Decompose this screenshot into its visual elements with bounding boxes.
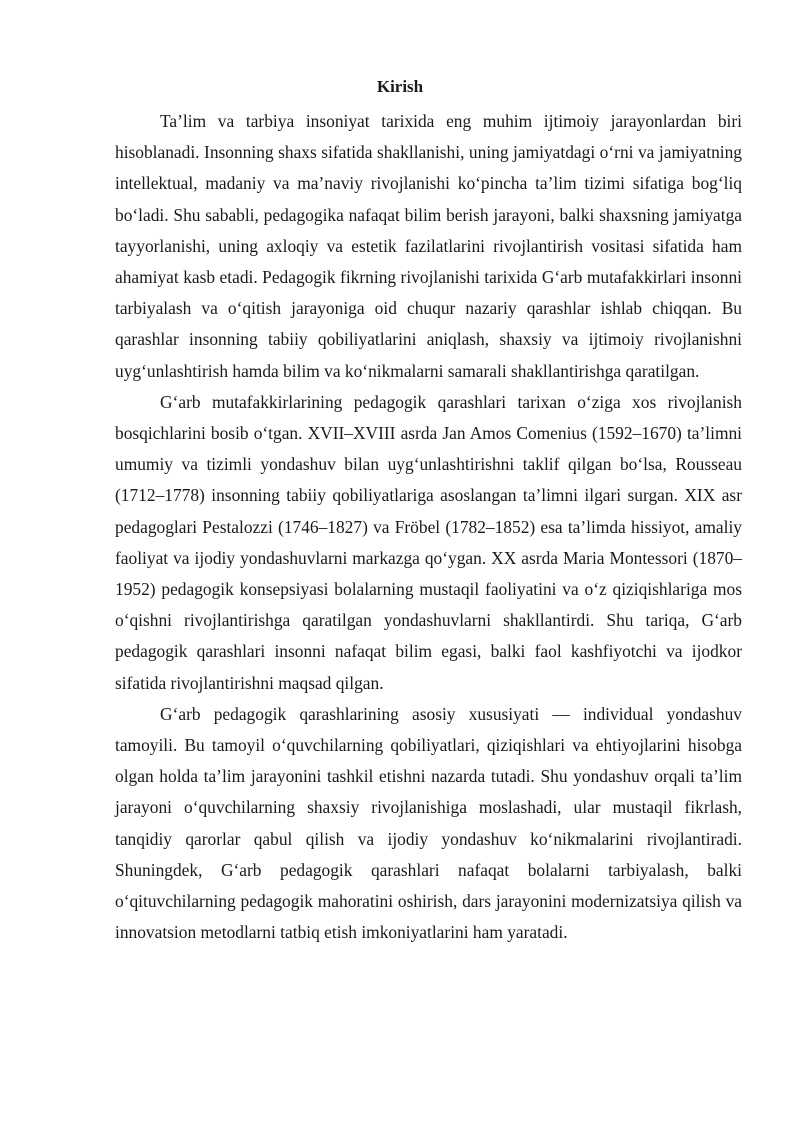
paragraph-individual-approach: G‘arb pedagogik qarashlarining asosiy xususiyati — individual yondashuv tamoyili. Bu tamoyil o‘quvchilarning qobiliyatlari, qiziqishlari va ehtiyojlarini hisobga olgan holda ta’lim jarayonini tashkil etishni nazarda tutadi. Shu yondashuv orqali ta’lim jarayoni o‘quvchilarning shaxsiy rivojlanishiga moslashadi, ular mustaqil fikrlash, tanqidiy qarorlar qabul qilish va ijodiy yondashuv ko‘nikmalarini rivojlantiradi. Shuningdek, G‘arb pedagogik qarashlari nafaqat bolalarni tarbiyalash, balki o‘qituvchilarning pedagogik mahoratini oshirish, dars jarayonini modernizatsiya qilish va innovatsion metodlarni tatbiq etish imkoniyatlarini ham yaratadi. bbox=[115, 703, 742, 943]
paragraph-introduction: Ta’lim va tarbiya insoniyat tarixida eng muhim ijtimoiy jarayonlardan biri hisoblanadi. Insonning shaxs sifatida shakllanishi, uning jamiyatdagi o‘rni va jamiyatning intellektual, madaniy va ma’naviy rivojlanishi ko‘pincha ta’lim tizimi sifatiga bog‘liq bo‘ladi. Shu sababli, pedagogika nafaqat bilim berish jarayoni, balki shaxsning jamiyatga tayyorlanishi, uning axloqiy va estetik fazilatlarini rivojlantirish vositasi sifatida ham ahamiyat kasb etadi. Pedagogik fikrning rivojlanishi tarixida G‘arb mutafakkirlari insonni tarbiyalash va o‘qitish jarayoniga oid chuqur nazariy qarashlar ishlab chiqqan. Bu qarashlar insonning tabiiy qobiliyatlarini aniqlash, shaxsiy va ijtimoiy rivojlanishni uyg‘unlashtirish hamda bilim va ko‘nikmalarni samarali shakllantirishga qaratilgan. bbox=[115, 111, 742, 381]
body-text bbox=[115, 106, 742, 948]
section-title: Kirish bbox=[376, 77, 424, 96]
paragraph-history: G‘arb mutafakkirlarining pedagogik qarashlari tarixan o‘ziga xos rivojlanish bosqichlarini bosib o‘tgan. XVII–XVIII asrda Jan Amos Comenius (1592–1670) ta’limni umumiy va tizimli yondashuv bilan uyg‘unlashtirishni taklif qilgan bo‘lsa, Rousseau (1712–1778) insonning tabiiy qobiliyatlariga asoslangan ta’limni ilgari surgan. XIX asr pedagoglari Pestalozzi (1746–1827) va Fröbel (1782–1852) esa ta’limda hissiyot, amaliy faoliyat va ijodiy yondashuvlarni markazga qo‘ygan. XX asrda Maria Montessori (1870–1952) pedagogik konsepsiyasi bolalarning mustaqil faoliyatini va o‘z qiziqishlariga mos o‘qishni rivojlantirishga qaratilgan yondashuvlarni shakllantirdi. Shu tariqa, G‘arb pedagogik qarashlari insonni nafaqat bilim egasi, balki faol kashfiyotchi va ijodkor sifatida rivojlantirishni maqsad qilgan. bbox=[115, 391, 742, 693]
